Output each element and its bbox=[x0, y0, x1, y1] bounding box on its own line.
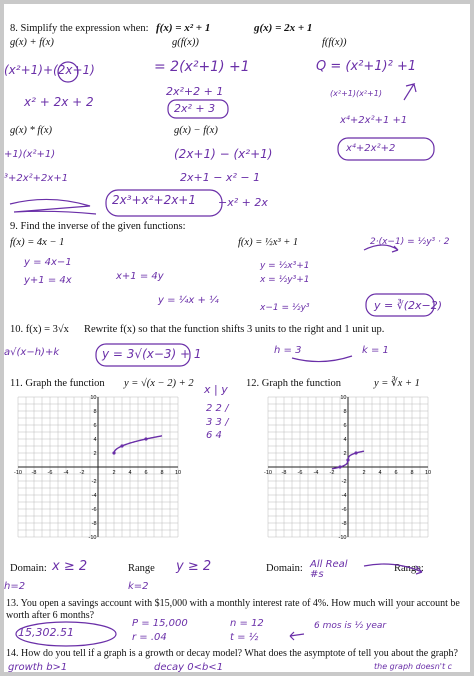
q9-title: 9. Find the inverse of the given functions: bbox=[10, 221, 186, 232]
hw-diff-step3: −x² + 2x bbox=[218, 196, 268, 209]
q8-title: 8. Simplify the expression when: bbox=[10, 23, 149, 34]
hw-q13-note: 6 mos is ½ year bbox=[314, 621, 387, 631]
q13-text-line1: 13. You open a savings account with $15,000 with a monthly interest rate of 4%. How much will your account be bbox=[6, 598, 460, 609]
hw-diff-step2: 2x+1 − x² − 1 bbox=[180, 171, 261, 184]
x-tick-label: -2 bbox=[79, 470, 85, 476]
y-tick-label: 6 bbox=[93, 423, 97, 429]
hw-comp-step1: = 2(x²+1) +1 bbox=[154, 59, 250, 75]
x-tick-label: 2 bbox=[112, 470, 116, 476]
hw-ff-step1: Q = (x²+1)² +1 bbox=[316, 59, 417, 74]
hw-ff-step3: x⁴+2x²+1 +1 bbox=[340, 115, 408, 126]
x-tick-label: 8 bbox=[410, 470, 414, 476]
q12-domain-label: Domain: bbox=[266, 563, 303, 574]
hw-inv2-answer: y = ∛(2x−2) bbox=[374, 299, 443, 312]
hw-prod-step2: ³+2x²+2x+1 bbox=[4, 173, 69, 184]
hw-inv2-step2: x = ½y³+1 bbox=[260, 275, 310, 285]
hw-table-rows: 2 2 / 3 3 / 6 4 bbox=[206, 403, 229, 441]
y-tick-label: -6 bbox=[91, 507, 97, 513]
hw-ff-step4: x⁴+2x²+2 bbox=[346, 143, 396, 154]
q8-f-definition: f(x) = x² + 1 bbox=[156, 22, 211, 34]
q14-text: 14. How do you tell if a graph is a growth or decay model? What does the asymptote of tell you about the graph? bbox=[6, 648, 458, 659]
y-tick-label: 4 bbox=[343, 437, 347, 443]
y-tick-label: 6 bbox=[343, 423, 347, 429]
y-tick-label: -10 bbox=[88, 535, 97, 541]
y-tick-label: 8 bbox=[93, 409, 97, 415]
q8-part-f-of-f: f(f(x)) bbox=[322, 37, 347, 48]
y-tick-label: 2 bbox=[93, 451, 97, 457]
hw-q12-domain: All Real #s bbox=[310, 559, 348, 580]
x-tick-label: 6 bbox=[394, 470, 398, 476]
y-tick-label: -2 bbox=[91, 479, 97, 485]
x-tick-label: -8 bbox=[31, 470, 37, 476]
hw-q13-principal: P = 15,000 bbox=[132, 618, 188, 629]
q8-part-product: g(x) * f(x) bbox=[10, 125, 52, 136]
y-tick-label: 4 bbox=[93, 437, 97, 443]
q12-function: y = ∛x + 1 bbox=[374, 378, 420, 389]
q8-g-definition: g(x) = 2x + 1 bbox=[254, 22, 313, 34]
hw-inv1-step3: x+1 = 4y bbox=[116, 271, 164, 282]
x-tick-label: 10 bbox=[424, 470, 432, 476]
x-tick-label: 10 bbox=[174, 470, 182, 476]
hw-table-header: x | y bbox=[204, 383, 228, 396]
y-tick-label: 10 bbox=[90, 395, 97, 401]
handwriting-marks bbox=[4, 4, 474, 680]
hw-q10-k: k = 1 bbox=[362, 345, 389, 356]
q11-title: 11. Graph the function bbox=[10, 378, 105, 389]
hw-q10-h: h = 3 bbox=[274, 345, 302, 356]
q10-lead: 10. f(x) = 3√x bbox=[10, 324, 69, 335]
q10-instructions: Rewrite f(x) so that the function shifts 3 units to the right and 1 unit up. bbox=[84, 324, 385, 335]
q9-function-a: f(x) = 4x − 1 bbox=[10, 237, 65, 248]
y-tick-label: 2 bbox=[343, 451, 347, 457]
x-tick-label: -8 bbox=[281, 470, 287, 476]
x-tick-label: -6 bbox=[297, 470, 303, 476]
hw-q11-h: h=2 bbox=[4, 581, 26, 592]
hw-q11-k: k=2 bbox=[128, 581, 149, 592]
hw-q13-t: t = ½ bbox=[230, 632, 259, 643]
x-tick-label: -4 bbox=[63, 470, 69, 476]
hw-q14-asymptote: the graph doesn't c bbox=[374, 662, 453, 671]
y-tick-label: -2 bbox=[341, 479, 347, 485]
q11-range-label: Range bbox=[128, 563, 155, 574]
hw-inv2-multiply: 2·(x−1) = ½y³ · 2 bbox=[370, 237, 450, 247]
y-tick-label: -8 bbox=[91, 521, 97, 527]
x-tick-label: 4 bbox=[128, 470, 132, 476]
x-tick-label: -4 bbox=[313, 470, 319, 476]
hw-q14-decay: decay 0<b<1 bbox=[154, 662, 224, 673]
q12-range-label: Range: bbox=[394, 563, 424, 574]
x-tick-label: -10 bbox=[264, 470, 272, 476]
q11-domain-label: Domain: bbox=[10, 563, 47, 574]
hw-sum-step1: (x²+1)+(2x+1) bbox=[4, 63, 95, 77]
x-tick-label: -6 bbox=[47, 470, 53, 476]
hw-prod-step3: 2x³+x²+2x+1 bbox=[112, 193, 196, 207]
q13-text-line2: worth after 6 months? bbox=[6, 610, 95, 621]
hw-inv2-step1: y = ½x³+1 bbox=[260, 261, 310, 271]
hw-inv2-step3: x−1 = ½y³ bbox=[260, 303, 310, 313]
hw-q14-growth: growth b>1 bbox=[8, 662, 68, 673]
hw-sum-step2: x² + 2x + 2 bbox=[24, 95, 94, 109]
x-tick-label: 2 bbox=[362, 470, 366, 476]
q8-part-difference: g(x) − f(x) bbox=[174, 125, 218, 136]
hw-prod-step1: +1)(x²+1) bbox=[4, 149, 56, 160]
x-tick-label: 6 bbox=[144, 470, 148, 476]
x-tick-label: 8 bbox=[160, 470, 164, 476]
y-tick-label: 8 bbox=[343, 409, 347, 415]
hw-q11-domain: x ≥ 2 bbox=[52, 559, 88, 574]
hw-ff-step2: (x²+1)(x²+1) bbox=[330, 89, 382, 98]
hw-q13-rate: r = .04 bbox=[132, 632, 167, 643]
hw-q10-form: a√(x−h)+k bbox=[4, 347, 60, 358]
hw-diff-step1: (2x+1) − (x²+1) bbox=[174, 147, 273, 161]
x-tick-label: -2 bbox=[329, 470, 335, 476]
hw-q10-answer: y = 3√(x−3) + 1 bbox=[102, 347, 202, 361]
y-tick-label: -4 bbox=[91, 493, 97, 499]
y-tick-label: -6 bbox=[341, 507, 347, 513]
q12-title: 12. Graph the function bbox=[246, 378, 342, 389]
hw-inv1-step1: y = 4x−1 bbox=[24, 257, 72, 268]
y-tick-label: -4 bbox=[341, 493, 347, 499]
hw-inv1-step2: y+1 = 4x bbox=[24, 275, 72, 286]
hw-inv1-step4: y = ¼x + ¼ bbox=[158, 295, 219, 306]
x-tick-label: 4 bbox=[378, 470, 382, 476]
y-tick-label: 10 bbox=[340, 395, 347, 401]
y-tick-label: -10 bbox=[338, 535, 347, 541]
hw-q13-n: n = 12 bbox=[230, 618, 264, 629]
hw-comp-step3: 2x² + 3 bbox=[174, 102, 216, 115]
hw-q13-answer: 15,302.51 bbox=[18, 626, 74, 639]
hw-q11-range: y ≥ 2 bbox=[176, 559, 212, 574]
x-tick-label: -10 bbox=[14, 470, 22, 476]
hw-comp-step2: 2x²+2 + 1 bbox=[166, 85, 224, 98]
y-tick-label: -8 bbox=[341, 521, 347, 527]
q8-part-g-of-f: g(f(x)) bbox=[172, 37, 199, 48]
q8-part-sum: g(x) + f(x) bbox=[10, 37, 54, 48]
q9-function-b: f(x) = ½x³ + 1 bbox=[238, 237, 299, 248]
q11-function: y = √(x − 2) + 2 bbox=[124, 378, 194, 389]
